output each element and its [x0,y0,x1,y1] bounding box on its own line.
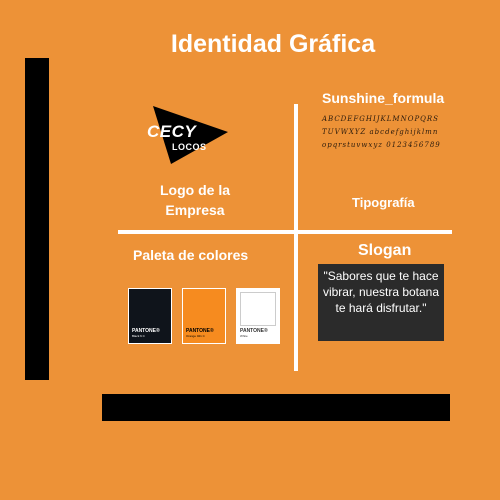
swatch-chip [132,292,168,326]
swatch-black [128,288,172,344]
logo-label: Logo de la Empresa [160,182,230,218]
logo-brand-line1: CECY [147,122,197,141]
swatch-code: White [240,334,248,338]
swatch-chip [240,292,276,326]
horizontal-divider [118,230,452,234]
bottom-black-bar [102,394,450,421]
swatch-orange [182,288,226,344]
font-specimen: ABCDEFGHIJKLMNOPQRSTUVWXYZ abcdefghijklmnopqrstuvwxyz 0123456789 [322,115,441,149]
logo-brand-line2: LOCOS [172,142,207,152]
typography-label: Tipografía [352,195,415,210]
swatch-code: Orange 021 C [186,334,205,338]
vertical-divider [294,104,298,371]
swatch-chip [186,292,222,326]
swatch-white [236,288,280,344]
font-name: Sunshine_formula [322,90,445,106]
swatch-brand: PANTONE® [240,328,268,334]
swatch-code: Black 6 C [132,334,145,338]
slogan-text: "Sabores que te hace vibrar, nuestra botana te hará disfrutar." [318,264,444,341]
left-black-bar [25,58,49,380]
slogan-title: Slogan [358,242,412,259]
swatch-brand: PANTONE® [132,328,160,334]
palette-label: Paleta de colores [133,247,249,263]
page-title: Identidad Gráfica [170,30,376,58]
swatch-brand: PANTONE® [186,328,214,334]
